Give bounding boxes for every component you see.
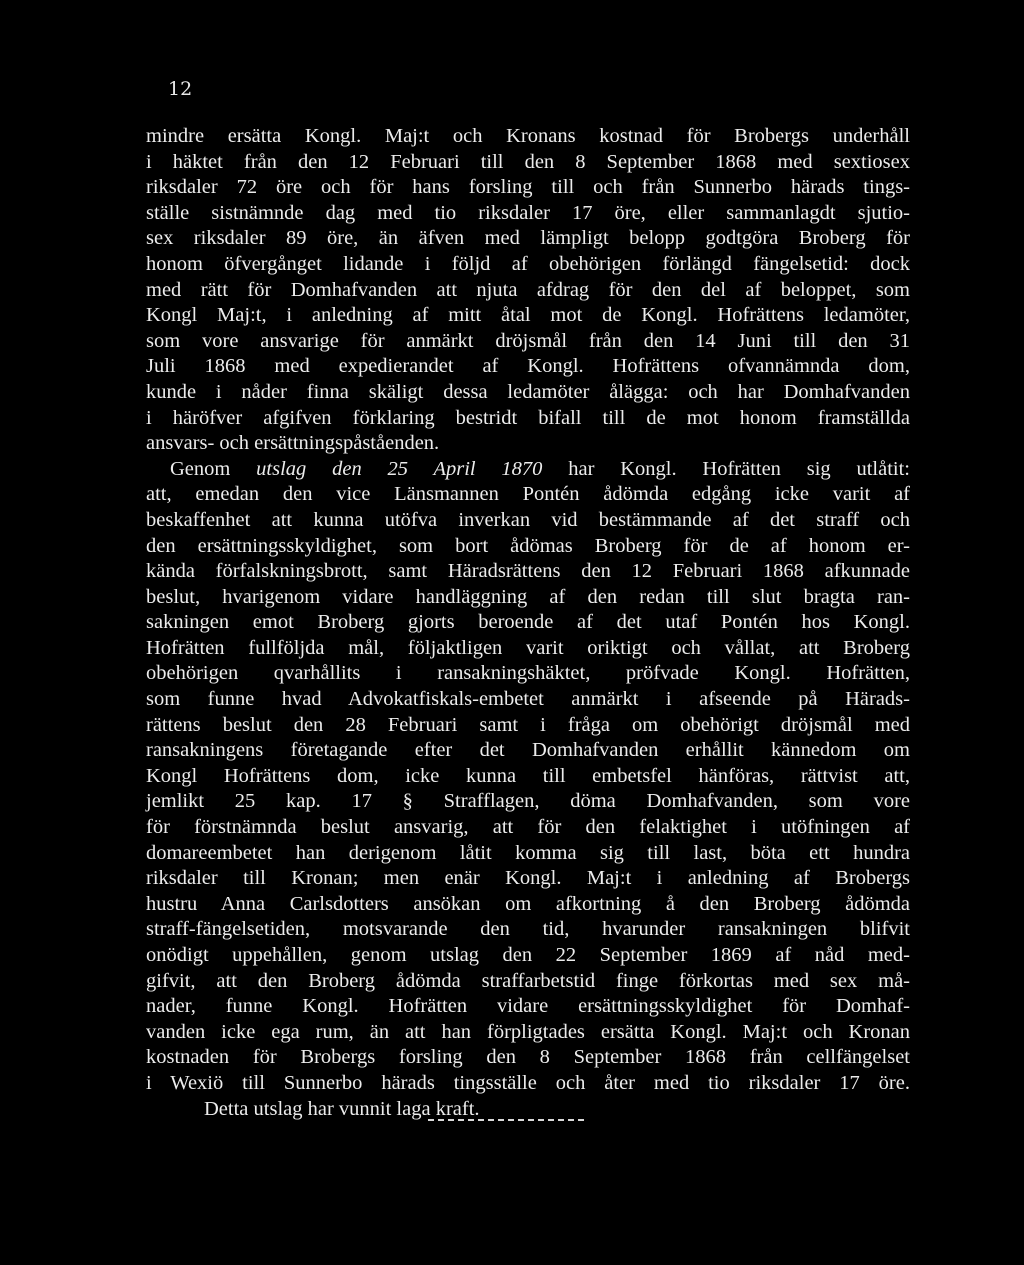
text-line: Genom utslag den 25 April 1870 har Kongl. Hofrätten sig utlåtit:	[170, 457, 910, 480]
body-text	[146, 124, 910, 1122]
end-rule	[428, 1119, 584, 1121]
text-line: den ersättningsskyldighet, som bort ådömas Broberg för de af honom er-	[146, 534, 910, 557]
text-line: ansvars- och ersättningspåståenden.	[146, 432, 440, 455]
text-line: Hofrätten fullföljda mål, följaktligen varit oriktigt och vållat, att Broberg	[146, 636, 910, 659]
text-line: onödigt uppehållen, genom utslag den 22 September 1869 af nåd med-	[146, 944, 910, 966]
text-line: riksdaler till Kronan; men enär Kongl. Maj:t i anledning af Brobergs	[146, 867, 910, 890]
text-line: sex riksdaler 89 öre, än äfven med lämpligt belopp godtgöra Broberg för	[146, 227, 910, 250]
text-line: obehörigen qvarhållits i ransakningshäktet, pröfvade Kongl. Hofrätten,	[146, 662, 910, 685]
text-line: för förstnämnda beslut ansvarig, att för den felaktighet i utöfningen af	[146, 816, 910, 839]
text-line: Detta utslag har vunnit laga kraft.	[204, 1097, 480, 1120]
text-line: ransakningens företagande efter det Domhafvanden erhållit kännedom om	[146, 739, 910, 762]
text-line: kunde i nåder finna skäligt dessa ledamöter ålägga: och har Domhafvanden	[146, 380, 910, 403]
text-line: vanden icke ega rum, än att han förpligtades ersätta Kongl. Maj:t och Kronan	[146, 1020, 910, 1043]
text-line: att, emedan den vice Länsmannen Pontén ådömda edgång icke varit af	[146, 483, 910, 506]
text-line: i Wexiö till Sunnerbo härads tingsställe och åter med tio riksdaler 17 öre.	[146, 1071, 910, 1094]
text-line: riksdaler 72 öre och för hans forsling till och från Sunnerbo härads tings-	[146, 176, 910, 199]
text-line: domareembetet han derigenom låtit komma sig till last, böta ett hundra	[146, 841, 910, 864]
text-line: mindre ersätta Kongl. Maj:t och Kronans kostnad för Brobergs underhåll	[146, 125, 910, 147]
text-line: nader, funne Kongl. Hofrätten vidare ersättningsskyldighet för Domhaf-	[146, 995, 910, 1018]
text-line: beskaffenhet att kunna utöfva inverkan vid bestämmande af det straff och	[146, 508, 910, 531]
text-line: hustru Anna Carlsdotters ansökan om afkortning å den Broberg ådömda	[146, 892, 910, 915]
text-line: som funne hvad Advokatfiskals-embetet anmärkt i afseende på Härads-	[146, 688, 910, 711]
text-line: Kongl Maj:t, i anledning af mitt åtal mot de Kongl. Hofrättens ledamöter,	[146, 304, 910, 327]
italic-phrase: utslag den 25 April 1870	[256, 457, 543, 480]
text-line: ställe sistnämnde dag med tio riksdaler 17 öre, eller sammanlagdt sjutio-	[146, 201, 910, 224]
text-line: med rätt för Domhafvanden att njuta afdrag för den del af beloppet, som	[146, 278, 910, 301]
page-number: 12	[168, 78, 193, 100]
text-line: honom öfvergånget lidande i följd af obehörigen förlängd fängelsetid: dock	[146, 252, 910, 275]
text-line: som vore ansvarige för anmärkt dröjsmål från den 14 Juni till den 31	[146, 329, 910, 352]
text-line: jemlikt 25 kap. 17 § Strafflagen, döma Domhafvanden, som vore	[146, 790, 910, 813]
text-line: i häröfver afgifven förklaring bestridt bifall till de mot honom framställda	[146, 406, 910, 429]
text-line: beslut, hvarigenom vidare handläggning af den redan till slut bragta ran-	[146, 585, 910, 608]
text-line: sakningen emot Broberg gjorts beroende af det utaf Pontén hos Kongl.	[146, 611, 910, 634]
text-line: i häktet från den 12 Februari till den 8 September 1868 med sextiosex	[146, 150, 910, 173]
text-line: gifvit, att den Broberg ådömda straffarbetstid finge förkortas med sex må-	[146, 969, 910, 992]
text-line: rättens beslut den 28 Februari samt i fråga om obehörigt dröjsmål med	[146, 713, 910, 736]
text-line: straff-fängelsetiden, motsvarande den tid, hvarunder ransakningen blifvit	[146, 918, 910, 941]
text-line: kända förfalskningsbrott, samt Häradsrättens den 12 Februari 1868 afkunnade	[146, 560, 910, 583]
text-line: kostnaden för Brobergs forsling den 8 September 1868 från cellfängelset	[146, 1046, 910, 1069]
text-line: Kongl Hofrättens dom, icke kunna till embetsfel hänföras, rättvist att,	[146, 764, 910, 787]
text-line: Juli 1868 med expedierandet af Kongl. Hofrättens ofvannämnda dom,	[146, 355, 910, 378]
